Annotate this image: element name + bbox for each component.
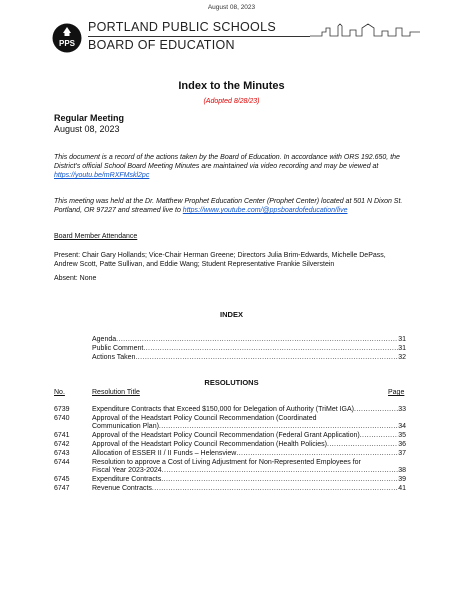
resolution-title: Approval of the Headstart Policy Council Recommendation (Federal Grant Application) ..... 35 <box>92 432 406 440</box>
org-subname: BOARD OF EDUCATION <box>88 38 235 52</box>
col-title-header: Resolution Title <box>92 389 140 396</box>
resolution-title: Resolution to approve a Cost of Living Adjustment for Non-Represented Employees for Fiscal Year 2023-2024 ..... 38 <box>92 459 406 475</box>
attendance-absent: Absent: None <box>54 275 97 282</box>
meeting-type: Regular Meeting <box>54 113 125 123</box>
video-link[interactable]: https://youtu.be/mRXFMskl2pc <box>54 172 150 179</box>
page-title: Index to the Minutes <box>178 80 285 92</box>
index-item-page: 31 <box>398 345 406 352</box>
resolution-row <box>54 459 406 475</box>
skyline-icon <box>310 22 420 42</box>
resolution-page: 36 <box>398 441 406 448</box>
attendance-present: Present: Chair Gary Hollands; Vice-Chair Herman Greene; Directors Julia Brim-Edwards, Michelle DePass, Andrew Scott, Patte Sullivan, and Eddie Wang; Student Representative Frankie Silverstein <box>54 252 386 268</box>
index-item-page: 32 <box>398 354 406 361</box>
resolution-row <box>54 415 406 431</box>
resolution-title: Expenditure Contracts ..... 39 <box>92 476 406 484</box>
record-text: This document is a record of the actions taken by the Board of Education. In accordance with ORS 192.650, the District’s official School Board Meeting Minutes are maintained via video recording and may be viewed at <box>54 154 400 170</box>
resolution-number: 6740 <box>54 415 70 422</box>
index-item <box>92 354 406 362</box>
resolution-page: 38 <box>398 467 406 474</box>
resolution-title: Approval of the Headstart Policy Council Recommendation (Coordinated Communication Plan) ..... 34 <box>92 415 406 431</box>
index-item-page: 31 <box>398 336 406 343</box>
resolution-row <box>54 476 406 484</box>
record-paragraph <box>54 153 410 180</box>
resolution-number: 6741 <box>54 432 70 439</box>
col-page-header: Page <box>388 389 405 396</box>
resolution-row <box>54 485 406 493</box>
resolution-row <box>54 406 406 414</box>
resolution-page: 37 <box>398 450 406 457</box>
resolution-title: Revenue Contracts ..... 41 <box>92 485 406 493</box>
resolution-page: 35 <box>398 432 406 439</box>
logo-text: PPS <box>58 39 76 48</box>
index-item-label: Agenda <box>92 336 117 343</box>
resolution-number: 6743 <box>54 450 70 457</box>
resolution-title: Expenditure Contracts that Exceed $150,000 for Delegation of Authority (TriMet IGA) ..... 33 <box>92 406 406 414</box>
resolution-row <box>54 441 406 449</box>
org-name: PORTLAND PUBLIC SCHOOLS <box>88 20 276 34</box>
location-paragraph <box>54 197 410 215</box>
resolution-number: 6744 <box>54 459 70 466</box>
resolutions-heading: RESOLUTIONS <box>204 378 259 387</box>
resolution-page: 41 <box>398 485 406 492</box>
resolution-number: 6739 <box>54 406 70 413</box>
index-item-label: Actions Taken <box>92 354 136 361</box>
index-item <box>92 336 406 344</box>
attendance-heading: Board Member Attendance <box>54 233 138 240</box>
index-item <box>92 345 406 353</box>
resolution-number: 6742 <box>54 441 70 448</box>
resolution-page: 39 <box>398 476 406 483</box>
header-date: August 08, 2023 <box>207 4 256 11</box>
resolution-number: 6747 <box>54 485 70 492</box>
header-rule <box>88 36 310 37</box>
index-heading: INDEX <box>220 310 243 319</box>
adopted-note: (Adopted 8/28/23) <box>203 98 260 105</box>
resolution-title: Allocation of ESSER II / II Funds – Helensview ..... 37 <box>92 450 406 458</box>
location-text: This meeting was held at the Dr. Matthew Prophet Education Center (Prophet Center) located at 501 N Dixon St. Portland, OR 97227 and streamed live to <box>54 198 403 214</box>
resolution-page: 33 <box>398 406 406 413</box>
resolution-row <box>54 450 406 458</box>
resolution-number: 6745 <box>54 476 70 483</box>
pps-logo-icon <box>52 23 82 53</box>
livestream-link[interactable]: https://www.youtube.com/@ppsboardofeducation/live <box>182 207 348 214</box>
resolution-row <box>54 432 406 440</box>
meeting-date: August 08, 2023 <box>54 124 120 134</box>
col-no-header: No. <box>54 389 65 396</box>
resolution-page: 34 <box>398 423 406 430</box>
resolution-title: Approval of the Headstart Policy Council Recommendation (Health Policies) ..... 36 <box>92 441 406 449</box>
index-item-label: Public Comment <box>92 345 144 352</box>
